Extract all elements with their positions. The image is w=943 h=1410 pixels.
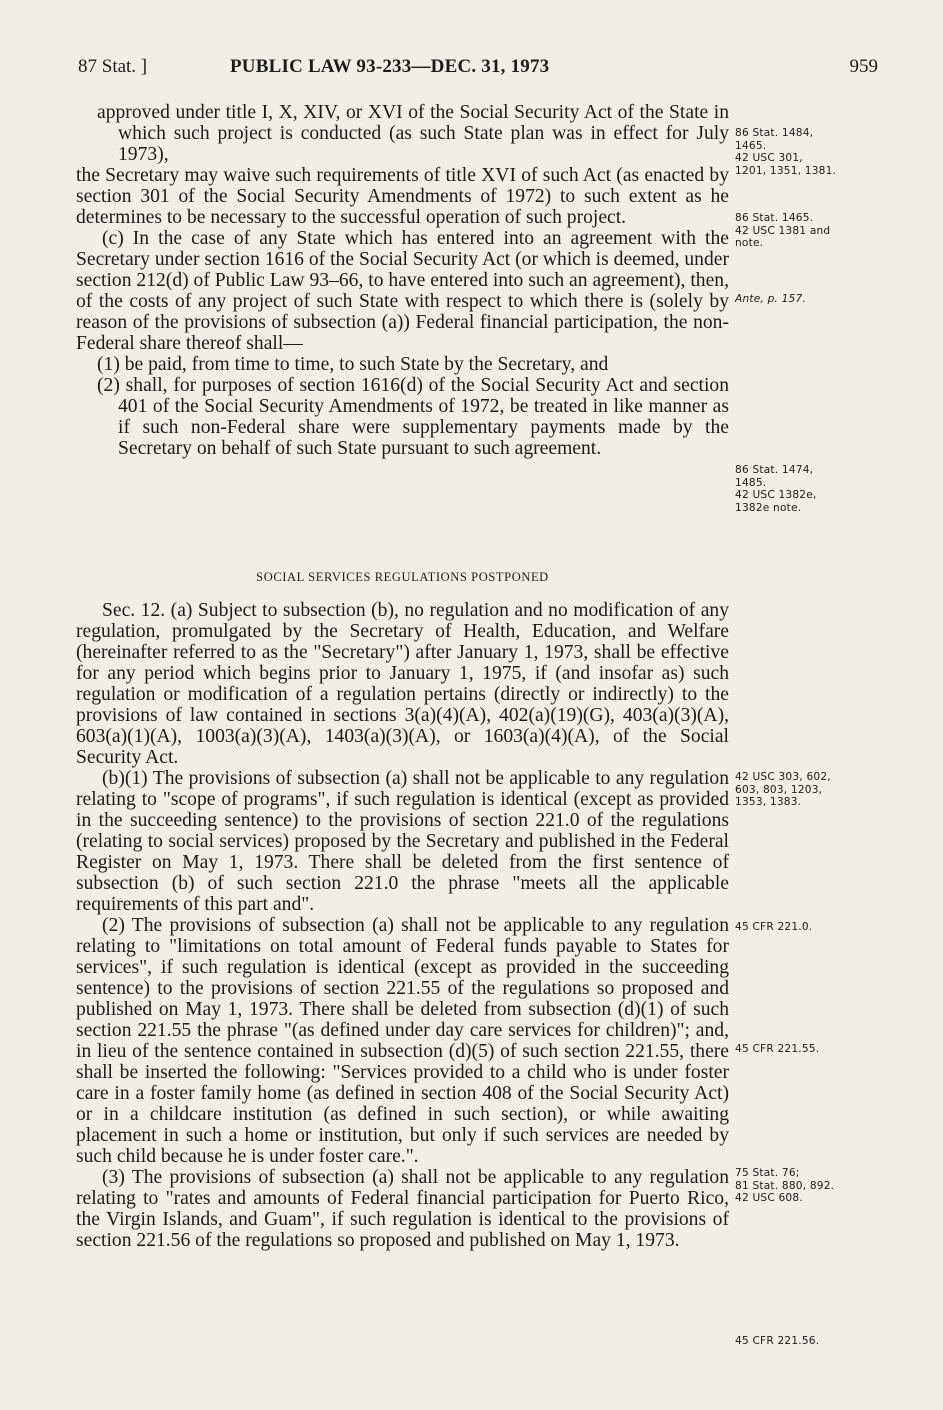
paragraph-c-2: (2) shall, for purposes of section 1616(d) of the Social Security Act and section 401 of the Social Security Amendments of 1972, be treated in like manner as if such non-Federal share were supplementary payments made by the Secretary on behalf of such State pursuant to such agreement.	[97, 375, 729, 459]
section-12-a: Sec. 12. (a) Subject to subsection (b), no regulation and no modification of any regulation, promulgated by the Secretary of Health, Education, and Welfare (hereinafter referred to as the "Secretary") after January 1, 1973, shall be effective for any period which begins prior to January 1, 1975, if (and insofar as) such regulation or modification of a regulation pertains (directly or indirectly) to the provisions of law contained in sections 3(a)(4)(A), 402(a)(19)(G), 403(a)(3)(A), 603(a)(1)(A), 1003(a)(3)(A), 1403(a)(3)(A), or 1603(a)(4)(A), of the Social Security Act.	[76, 600, 729, 768]
paragraph-a-continuation: approved under title I, X, XIV, or XVI of the Social Security Act of the State in which such project is conducted (as such State plan was in effect for July 1973),	[97, 102, 729, 165]
margin-note-1: 86 Stat. 1484, 1465. 42 USC 301, 1201, 1351, 1381.	[735, 127, 837, 177]
margin-note-6: 45 CFR 221.0.	[735, 921, 813, 933]
main-text-block-2	[76, 600, 729, 1251]
paragraph-a-tail: the Secretary may waive such requirements of title XVI of such Act (as enacted by section 301 of the Social Security Amendments of 1972) to such extent as he determines to be necessary to the successful operation of such project.	[76, 165, 729, 228]
section-12-b-1: (b)(1) The provisions of subsection (a) shall not be applicable to any regulation relating to "scope of programs", if such regulation is identical (except as provided in the succeeding sentence) to the provisions of section 221.0 of the regulations (relating to social services) proposed by the Secretary and published in the Federal Register on May 1, 1973. There shall be deleted from the first sentence of subsection (b) of such section 221.0 the phrase "meets all the applicable requirements of this part and".	[76, 768, 729, 915]
section-heading: SOCIAL SERVICES REGULATIONS POSTPONED	[256, 570, 549, 584]
margin-note-5: 42 USC 303, 602, 603, 803, 1203, 1353, 1383.	[735, 771, 831, 808]
margin-note-3: Ante, p. 157.	[735, 293, 807, 305]
section-12-b-2: (2) The provisions of subsection (a) shall not be applicable to any regulation relating to "limitations on total amount of Federal funds payable to States for services", if such regulation is identical (except as provided in the succeeding sentence) to the provisions of section 221.55 of the regulations so proposed and published on May 1, 1973. There shall be deleted from subsection (d)(1) of such section 221.55 the phrase "(as defined under day care services for children)"; and, in lieu of the sentence contained in subsection (d)(5) of such section 221.55, there shall be inserted the following: "Services provided to a child who is under foster care in a foster family home (as defined in section 408 of the Social Security Act) or in a childcare institution (as defined in such section), or while awaiting placement in such a home or institution, but only if such services are needed by such child because he is under foster care.".	[76, 915, 729, 1167]
page-number: 959	[849, 56, 878, 77]
main-text-block-1	[76, 102, 729, 459]
margin-note-9: 45 CFR 221.56.	[735, 1335, 820, 1347]
paragraph-c-1: (1) be paid, from time to time, to such State by the Secretary, and	[97, 354, 609, 375]
margin-note-7: 45 CFR 221.55.	[735, 1043, 820, 1055]
paragraph-c: (c) In the case of any State which has entered into an agreement with the Secretary under section 1616 of the Social Security Act (or which is deemed, under section 212(d) of Public Law 93–66, to have entered into such an agreement), then, of the costs of any project of such State with respect to which there is (solely by reason of the provisions of subsection (a)) Federal financial participation, the non-Federal share thereof shall—	[76, 228, 729, 354]
section-12-b-3: (3) The provisions of subsection (a) shall not be applicable to any regulation relating to "rates and amounts of Federal financial participation for Puerto Rico, the Virgin Islands, and Guam", if such regulation is identical to the provisions of section 221.56 of the regulations so proposed and published on May 1, 1973.	[76, 1167, 729, 1251]
volume-reference: 87 Stat. ]	[78, 56, 148, 77]
law-title: PUBLIC LAW 93-233—DEC. 31, 1973	[230, 56, 550, 77]
margin-note-8: 75 Stat. 76; 81 Stat. 880, 892. 42 USC 608.	[735, 1167, 835, 1204]
page-header	[78, 56, 878, 84]
margin-note-4: 86 Stat. 1474, 1485. 42 USC 1382e, 1382e note.	[735, 464, 817, 514]
margin-note-2: 86 Stat. 1465. 42 USC 1381 and note.	[735, 212, 831, 249]
